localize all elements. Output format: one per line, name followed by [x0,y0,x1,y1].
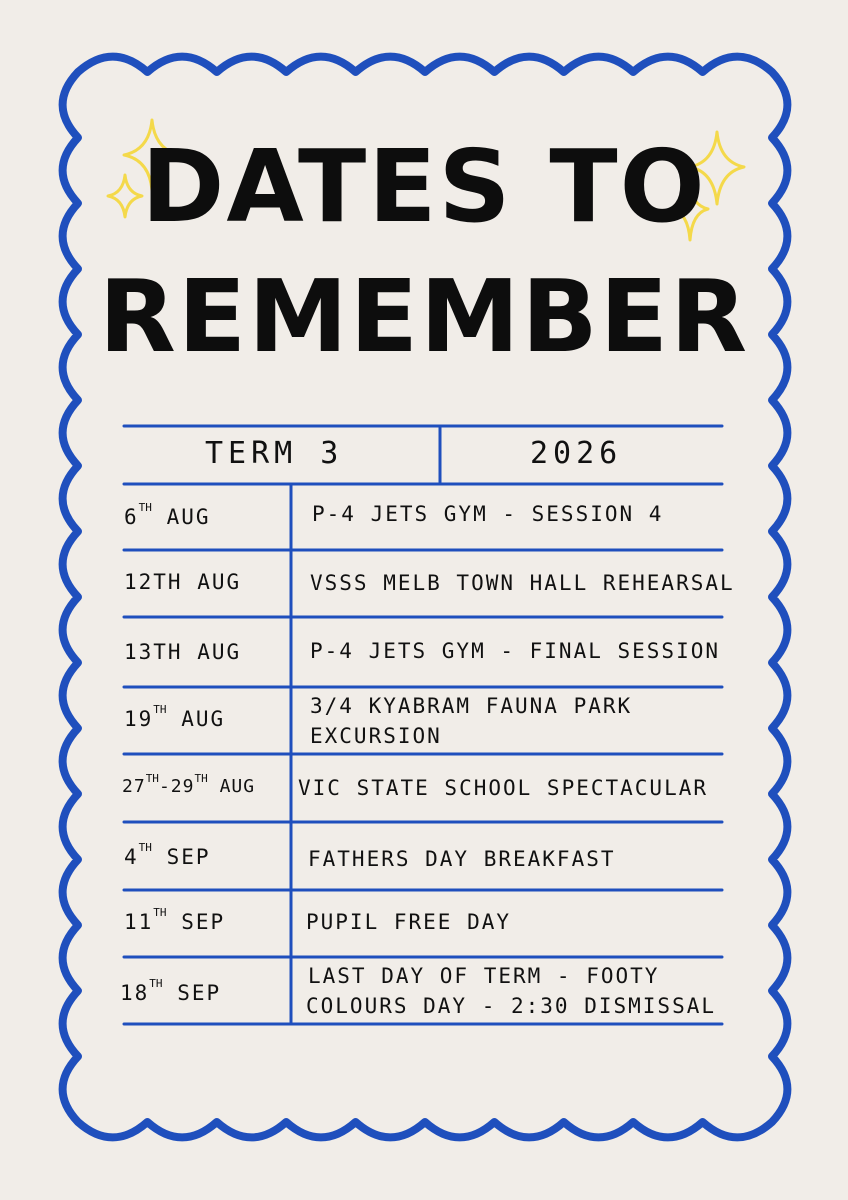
row-date: 19TH AUG [124,703,226,731]
row-event: PUPIL FREE DAY [306,910,512,934]
row-date: 11TH SEP [124,906,226,934]
row-event: VIC STATE SCHOOL SPECTACULAR [298,776,709,800]
term-heading: TERM 3 [205,436,344,471]
row-date: 4TH SEP [124,841,211,869]
row-event: VSSS MELB TOWN HALL REHEARSAL [310,571,735,595]
row-date: 6TH AUG [124,501,211,529]
row-date: 27TH-29TH AUG [122,772,256,797]
title-line-2: REMEMBER [98,258,750,375]
row-event: P-4 JETS GYM - FINAL SESSION [310,639,721,663]
row-event-line-2: EXCURSION [310,724,442,748]
row-event: LAST DAY OF TERM - FOOTY [308,964,660,988]
row-event: FATHERS DAY BREAKFAST [308,847,616,871]
title-line-1: DATES TO [141,128,707,245]
row-date: 13TH AUG [124,640,242,664]
row-date: 12TH AUG [124,570,242,594]
row-date: 18TH SEP [120,977,222,1005]
row-event-line-2: COLOURS DAY - 2:30 DISMISSAL [306,994,717,1018]
year-heading: 2026 [530,436,623,471]
row-event: P-4 JETS GYM - SESSION 4 [312,502,664,526]
row-event: 3/4 KYABRAM FAUNA PARK [310,694,633,718]
